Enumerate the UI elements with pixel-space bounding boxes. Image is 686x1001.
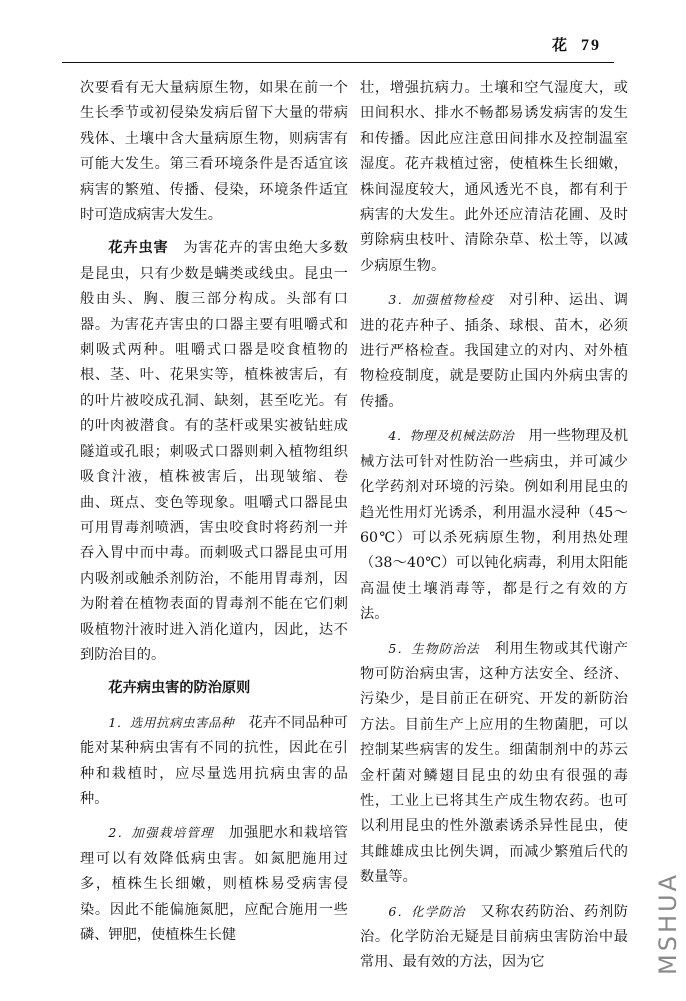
paragraph-body: 加强肥水和栽培管理可以有效降低病虫害。如氮肥施用过多，植株生长细嫩，则植株易受病害侵染。因此不能偏施氮肥，应配合施用一些磷、钾肥，使植株生长健: [80, 825, 348, 943]
paragraph: [80, 236, 348, 668]
paragraph: [80, 676, 348, 701]
paragraph: [360, 636, 628, 891]
header-title: 花: [551, 36, 569, 54]
header-rule: [62, 62, 614, 63]
running-header: [552, 34, 601, 55]
subsection-heading: 2．加强栽培管理: [108, 825, 215, 841]
right-column: [360, 76, 628, 976]
paragraph: 次要看有无大量病原生物，如果在前一个生长季节或初侵染发病后留下大量的带病残体、土壤中含大量病原生物，则病害有可能大发生。第三看环境条件是否适宜该病害的繁殖、传播、侵染，环境条件适宜时可造成病害大发生。: [80, 80, 348, 224]
subsection-heading: 3．加强植物检疫: [388, 292, 495, 308]
paragraph-body: 用一些物理及机械方法可针对性防治一些病虫，并可减少化学药剂对环境的污染。例如利用昆虫的趋光性用灯光诱杀，利用温水浸种（45～60℃）可以杀死病原生物，利用热处理（38～40℃）可以钝化病毒，利用太阳能高温使土壤消毒等，都是行之有效的方法。: [360, 428, 628, 623]
subsection-heading: 1．选用抗病虫害品种: [108, 714, 235, 730]
paragraph-body: 为害花卉的害虫绝大多数是昆虫，只有少数是螨类或线虫。昆虫一般由头、胸、腹三部分构成。头部有口器。为害花卉害虫的口器主要有咀嚼式和刺吸式两种。咀嚼式口器是咬食植物的根、茎、叶、花果实等，植株被害后，有的叶片被咬成孔洞、缺刻，甚至吃光。有的叶肉被潜食。有的茎杆或果实被钻蛀成隧道或孔眼；刺吸式口器则刺入植物组织吸食汁液，植株被害后，出现皱缩、卷曲、斑点、变色等现象。咀嚼式口器昆虫可用胃毒剂喷洒，害虫咬食时将药剂一并吞入胃中而中毒。而刺吸式口器昆虫可用内吸剂或触杀剂防治，不能用胃毒剂，因为附着在植物表面的胃毒剂不能在它们刺吸植物汁液时进入消化道内，因此，达不到防治目的。: [80, 240, 348, 663]
paragraph: [80, 710, 348, 813]
paragraph-body: 对引种、运出、调进的花卉种子、插条、球根、苗木，必须进行严格检查。我国建立的对内、对外植物检疫制度，就是要防止国内外病虫害的传播。: [360, 292, 628, 410]
paragraph-body: 花卉不同品种可能对某种病虫害有不同的抗性，因此在引种和栽植时，应尽量选用抗病虫害的品种。: [80, 714, 348, 807]
subsection-heading: 4．物理及机械法防治: [388, 428, 515, 444]
paragraph-body: 又称农药防治、药剂防治。化学防治无疑是目前病虫害防治中最常用、最有效的方法，因为它: [360, 903, 628, 971]
paragraph: 壮，增强抗病力。土壤和空气湿度大，或田间积水、排水不畅都易诱发病害的发生和传播。因此应注意田间排水及控制温室湿度。花卉栽植过密，使植株生长细嫩，株间湿度较大，通风透光不良，都有利于病害的大发生。此外还应清洁花圃、及时剪除病虫枝叶、清除杂草、松土等，以减少病原生物。: [360, 80, 628, 274]
left-column: [80, 76, 348, 948]
paragraph: [360, 899, 628, 976]
paragraph: [360, 423, 628, 627]
section-heading: 花卉虫害: [108, 240, 169, 257]
page-number: 79: [581, 37, 601, 54]
watermark: MSHUA: [654, 872, 682, 975]
subsection-heading: 5．生物防治法: [388, 640, 480, 656]
paragraph: [360, 287, 628, 415]
section-heading: 花卉病虫害的防治原则: [108, 680, 251, 697]
paragraph-body: 利用生物或其代谢产物可防治病虫害，这种方法安全、经济、污染少，是目前正在研究、开发的新防治方法。目前生产上应用的生物菌肥，可以控制某些病害的发生。细菌制剂中的苏云金杆菌对鳞翅目昆虫的幼虫有很强的毒性，工业上已将其生产成生物农药。也可以利用昆虫的性外激素诱杀异性昆虫，使其雌雄成虫比例失调，而减少繁殖后代的数量等。: [360, 640, 628, 886]
subsection-heading: 6．化学防治: [388, 903, 466, 919]
paragraph: [80, 820, 348, 948]
